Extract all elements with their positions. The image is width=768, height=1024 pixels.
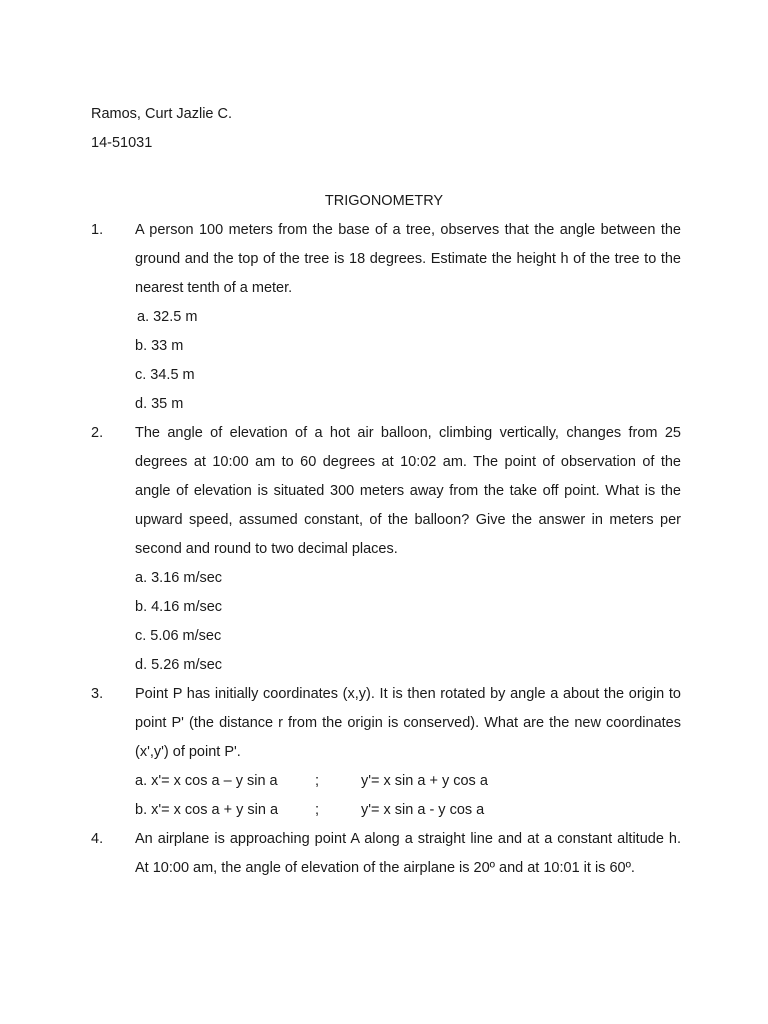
formula-separator: ; bbox=[315, 773, 320, 789]
formula-y: y'= x sin a + y cos a bbox=[361, 773, 488, 789]
question-4 bbox=[91, 825, 681, 883]
question-3 bbox=[91, 680, 681, 825]
question-text: A person 100 meters from the base of a tree, observes that the angle between the ground and the top of the tree is 18 degrees. Estimate the height h of the tree to the nearest tenth of a meter. bbox=[135, 222, 681, 296]
choice-a: a. 32.5 m bbox=[137, 309, 198, 325]
title-text: TRIGONOMETRY bbox=[324, 193, 444, 209]
student-id: 14-51031 bbox=[91, 135, 153, 151]
choice-c: c. 5.06 m/sec bbox=[135, 628, 222, 644]
question-number: 3. bbox=[91, 686, 104, 702]
question-1 bbox=[91, 216, 681, 419]
document-title bbox=[0, 192, 768, 210]
choice-b: b. 4.16 m/sec bbox=[135, 599, 223, 615]
choice-b: b. 33 m bbox=[135, 338, 184, 354]
choice-d: d. 35 m bbox=[135, 396, 184, 412]
formula-choice-b bbox=[135, 796, 681, 825]
question-number: 1. bbox=[91, 222, 104, 238]
question-text: An airplane is approaching point A along a straight line and at a constant altitude h. At 10:00 am, the angle of elevation of the airplane is 20º and at 10:01 it is 60º. bbox=[135, 831, 681, 876]
formula-separator: ; bbox=[315, 802, 320, 818]
question-2 bbox=[91, 419, 681, 680]
choice-a: a. 3.16 m/sec bbox=[135, 570, 223, 586]
formula-y: y'= x sin a - y cos a bbox=[361, 802, 485, 818]
question-number: 4. bbox=[91, 831, 104, 847]
question-text: Point P has initially coordinates (x,y). It is then rotated by angle a about the origin to point P' (the distance r from the origin is conserved). What are the new coordinates (x',y') of point P'. bbox=[135, 686, 681, 760]
formula-x: a. x'= x cos a – y sin a bbox=[135, 773, 278, 789]
question-text: The angle of elevation of a hot air balloon, climbing vertically, changes from 25 degrees at 10:00 am to 60 degrees at 10:02 am. The point of observation of the angle of elevation is situated 300 meters away from the take off point. What is the upward speed, assumed constant, of the balloon? Give the answer in meters per second and round to two decimal places. bbox=[135, 425, 681, 557]
choice-c: c. 34.5 m bbox=[135, 367, 195, 383]
formula-x: b. x'= x cos a + y sin a bbox=[135, 802, 279, 818]
choice-d: d. 5.26 m/sec bbox=[135, 657, 223, 673]
student-name: Ramos, Curt Jazlie C. bbox=[91, 106, 233, 122]
question-number: 2. bbox=[91, 425, 104, 441]
question-list bbox=[91, 216, 681, 883]
formula-choice-a bbox=[135, 767, 681, 796]
